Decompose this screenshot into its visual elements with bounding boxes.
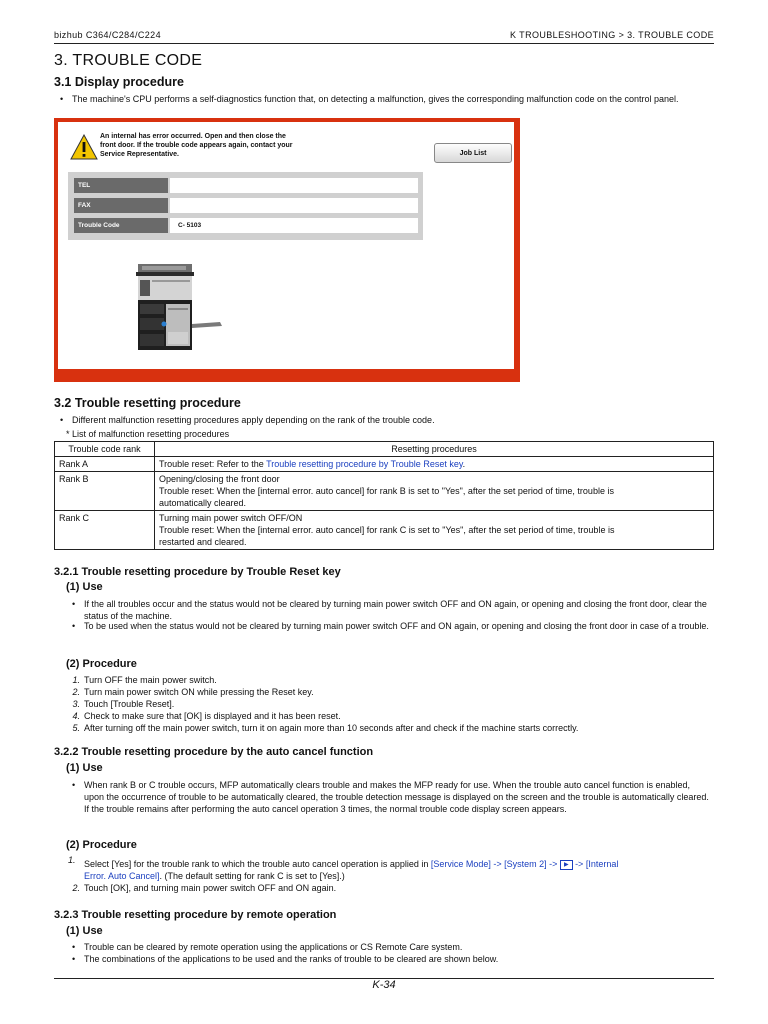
- table-header-row: [55, 442, 714, 457]
- step-text: Touch [OK], and turning main power switch OFF and ON again.: [84, 883, 337, 893]
- mfp-machine-icon: [134, 262, 224, 352]
- panel-screen: [58, 122, 514, 369]
- use-bullet: • If the all troubles occur and the status would not be cleared by turning main power switch OFF and ON again, or opening and closing the front door, clear the status of the machine.: [72, 599, 707, 621]
- procedure-line: restarted and cleared.: [159, 537, 247, 547]
- tel-value: [170, 178, 418, 193]
- use-bullet: • When rank B or C trouble occurs, MFP automatically clears trouble and makes the MFP ready for use. When the trouble auto cancel function is enabled, upon the occurrence of trouble to be automatically cleared, the trouble detection message is displayed on the screen and the trouble is automatically cleared. If the trouble remains after performing the auto cancel operation 3 times, the normal trouble code display screen appears.: [72, 780, 709, 814]
- info-row-trouble-code: [74, 218, 418, 233]
- table-header: Trouble code rank: [55, 442, 155, 457]
- error-message: An internal has error occurred. Open and then close the front door. If the trouble code appears again, contact your Service Representative.: [100, 133, 293, 158]
- section-heading-3-1: 3.1 Display procedure: [54, 75, 184, 89]
- info-box: [68, 172, 423, 240]
- job-list-button[interactable]: Job List: [434, 143, 512, 163]
- table-row: [55, 457, 714, 472]
- procedure-line: Turning main power switch OFF/ON: [159, 513, 303, 523]
- trouble-code-value: C- 5103: [170, 218, 418, 233]
- section-heading-3-2-1: 3.2.1 Trouble resetting procedure by Trouble Reset key: [54, 566, 341, 578]
- use-heading: (1) Use: [66, 581, 103, 593]
- doc-header-left: bizhub C364/C284/C224: [54, 30, 161, 40]
- control-panel-screenshot: [54, 118, 520, 382]
- use-heading: (1) Use: [66, 925, 103, 937]
- procedure-heading: (2) Procedure: [66, 839, 137, 851]
- section-heading-3-2: 3.2 Trouble resetting procedure: [54, 396, 241, 410]
- step-1: 1. Select [Yes] for the trouble rank to which the trouble auto cancel operation is applied in [Service Mode] -> [System 2] -> ▶ -> [Internal Error. Auto Cancel]. (The default setting for rank C is set to [Yes].): [68, 855, 619, 881]
- bullet-reset: • Different malfunction resetting procedures apply depending on the rank of the trouble code.: [60, 415, 435, 425]
- step-text: Touch [Trouble Reset].: [84, 699, 175, 709]
- bullet-text: When rank B or C trouble occurs, MFP automatically clears trouble and makes the MFP ready for use. When the trouble auto cancel function is enabled, upon the occurrence of trouble to be automatically cleared, the trouble detection message is displayed on the screen and the trouble is automatically cleared. If the trouble remains after performing the auto cancel operation 3 times, the normal trouble code display screen appears.: [84, 780, 709, 814]
- info-row-tel: [74, 178, 418, 193]
- reset-key-link[interactable]: Trouble resetting procedure by Trouble Reset key: [266, 459, 463, 469]
- procedure-text: .: [462, 459, 466, 469]
- bullet-text: To be used when the status would not be cleared by turning main power switch OFF and ON again, or opening and closing the front door in case of a trouble.: [84, 621, 709, 631]
- use-bullet: • To be used when the status would not be cleared by turning main power switch OFF and ON again, or opening and closing the front door in case of a trouble.: [72, 621, 709, 631]
- procedure-line: automatically cleared.: [159, 498, 247, 508]
- section-heading-3-2-3: 3.2.3 Trouble resetting procedure by remote operation: [54, 909, 337, 921]
- rank-cell: Rank C: [55, 511, 155, 550]
- info-row-fax: [74, 198, 418, 213]
- bullet-text: The machine's CPU performs a self-diagnostics function that, on detecting a malfunction, gives the corresponding malfunction code on the control panel.: [72, 94, 679, 104]
- step-text: Select [Yes] for the trouble rank to which the trouble auto cancel operation is applied in: [84, 859, 431, 869]
- bullet-text: Trouble can be cleared by remote operation using the applications or CS Remote Care system.: [84, 942, 463, 952]
- step-text: Check to make sure that [OK] is displayed and it has been reset.: [84, 711, 341, 721]
- bullet-display: • The machine's CPU performs a self-diagnostics function that, on detecting a malfunction, gives the corresponding malfunction code on the control panel.: [60, 94, 679, 104]
- next-arrow-icon[interactable]: ▶: [560, 860, 573, 870]
- step-text: Turn OFF the main power switch.: [84, 675, 217, 685]
- warning-icon: [70, 134, 98, 160]
- table-row: [55, 511, 714, 550]
- list-caption: * List of malfunction resetting procedures: [66, 429, 230, 439]
- auto-cancel-link[interactable]: Error. Auto Cancel]: [84, 871, 160, 881]
- procedure-cell: [155, 472, 714, 511]
- fax-label: FAX: [74, 198, 168, 213]
- page-number: K-34: [372, 979, 396, 991]
- trouble-code-label: Trouble Code: [74, 218, 168, 233]
- remote-bullet: • The combinations of the applications to be used and the ranks of trouble to be cleared are shown below.: [72, 954, 499, 964]
- procedure-line: Trouble reset: When the [internal error. auto cancel] for rank B is set to "Yes", after the set period of time, trouble is: [159, 486, 614, 496]
- procedure-line: Trouble reset: When the [internal error. auto cancel] for rank C is set to "Yes", after the set period of time, trouble is: [159, 525, 615, 535]
- table-header: Resetting procedures: [155, 442, 714, 457]
- bullet-text: The combinations of the applications to be used and the ranks of trouble to be cleared are shown below.: [84, 954, 499, 964]
- rank-cell: Rank A: [55, 457, 155, 472]
- bullet-text: Different malfunction resetting procedures apply depending on the rank of the trouble code.: [72, 415, 435, 425]
- procedure-text: Trouble reset: Refer to the: [159, 459, 267, 469]
- procedure-cell: [155, 511, 714, 550]
- fax-value: [170, 198, 418, 213]
- use-heading: (1) Use: [66, 762, 103, 774]
- reset-procedure-table: [54, 441, 714, 550]
- table-row: [55, 472, 714, 511]
- header-rule: [54, 43, 714, 44]
- doc-header-right: K TROUBLESHOOTING > 3. TROUBLE CODE: [510, 30, 714, 40]
- procedure-line: Opening/closing the front door: [159, 474, 280, 484]
- procedure-heading: (2) Procedure: [66, 658, 137, 670]
- page-title: 3. TROUBLE CODE: [54, 52, 203, 69]
- internal-error-link[interactable]: -> [Internal: [572, 859, 619, 869]
- procedure-cell: [155, 457, 714, 472]
- tel-label: TEL: [74, 178, 168, 193]
- step-text: After turning off the main power switch, turn it on again more than 10 seconds after and check if the machine starts correctly.: [84, 723, 579, 733]
- bullet-text: If the all troubles occur and the status would not be cleared by turning main power switch OFF and ON again, or opening and closing the front door, clear the status of the machine.: [84, 599, 707, 621]
- step-text: Turn main power switch ON while pressing the Reset key.: [84, 687, 314, 697]
- service-mode-link[interactable]: [Service Mode] -> [System 2] ->: [430, 859, 560, 869]
- rank-cell: Rank B: [55, 472, 155, 511]
- remote-bullet: • Trouble can be cleared by remote operation using the applications or CS Remote Care system.: [72, 942, 463, 952]
- section-heading-3-2-2: 3.2.2 Trouble resetting procedure by the auto cancel function: [54, 746, 374, 758]
- step-text: . (The default setting for rank C is set to [Yes].): [159, 871, 345, 881]
